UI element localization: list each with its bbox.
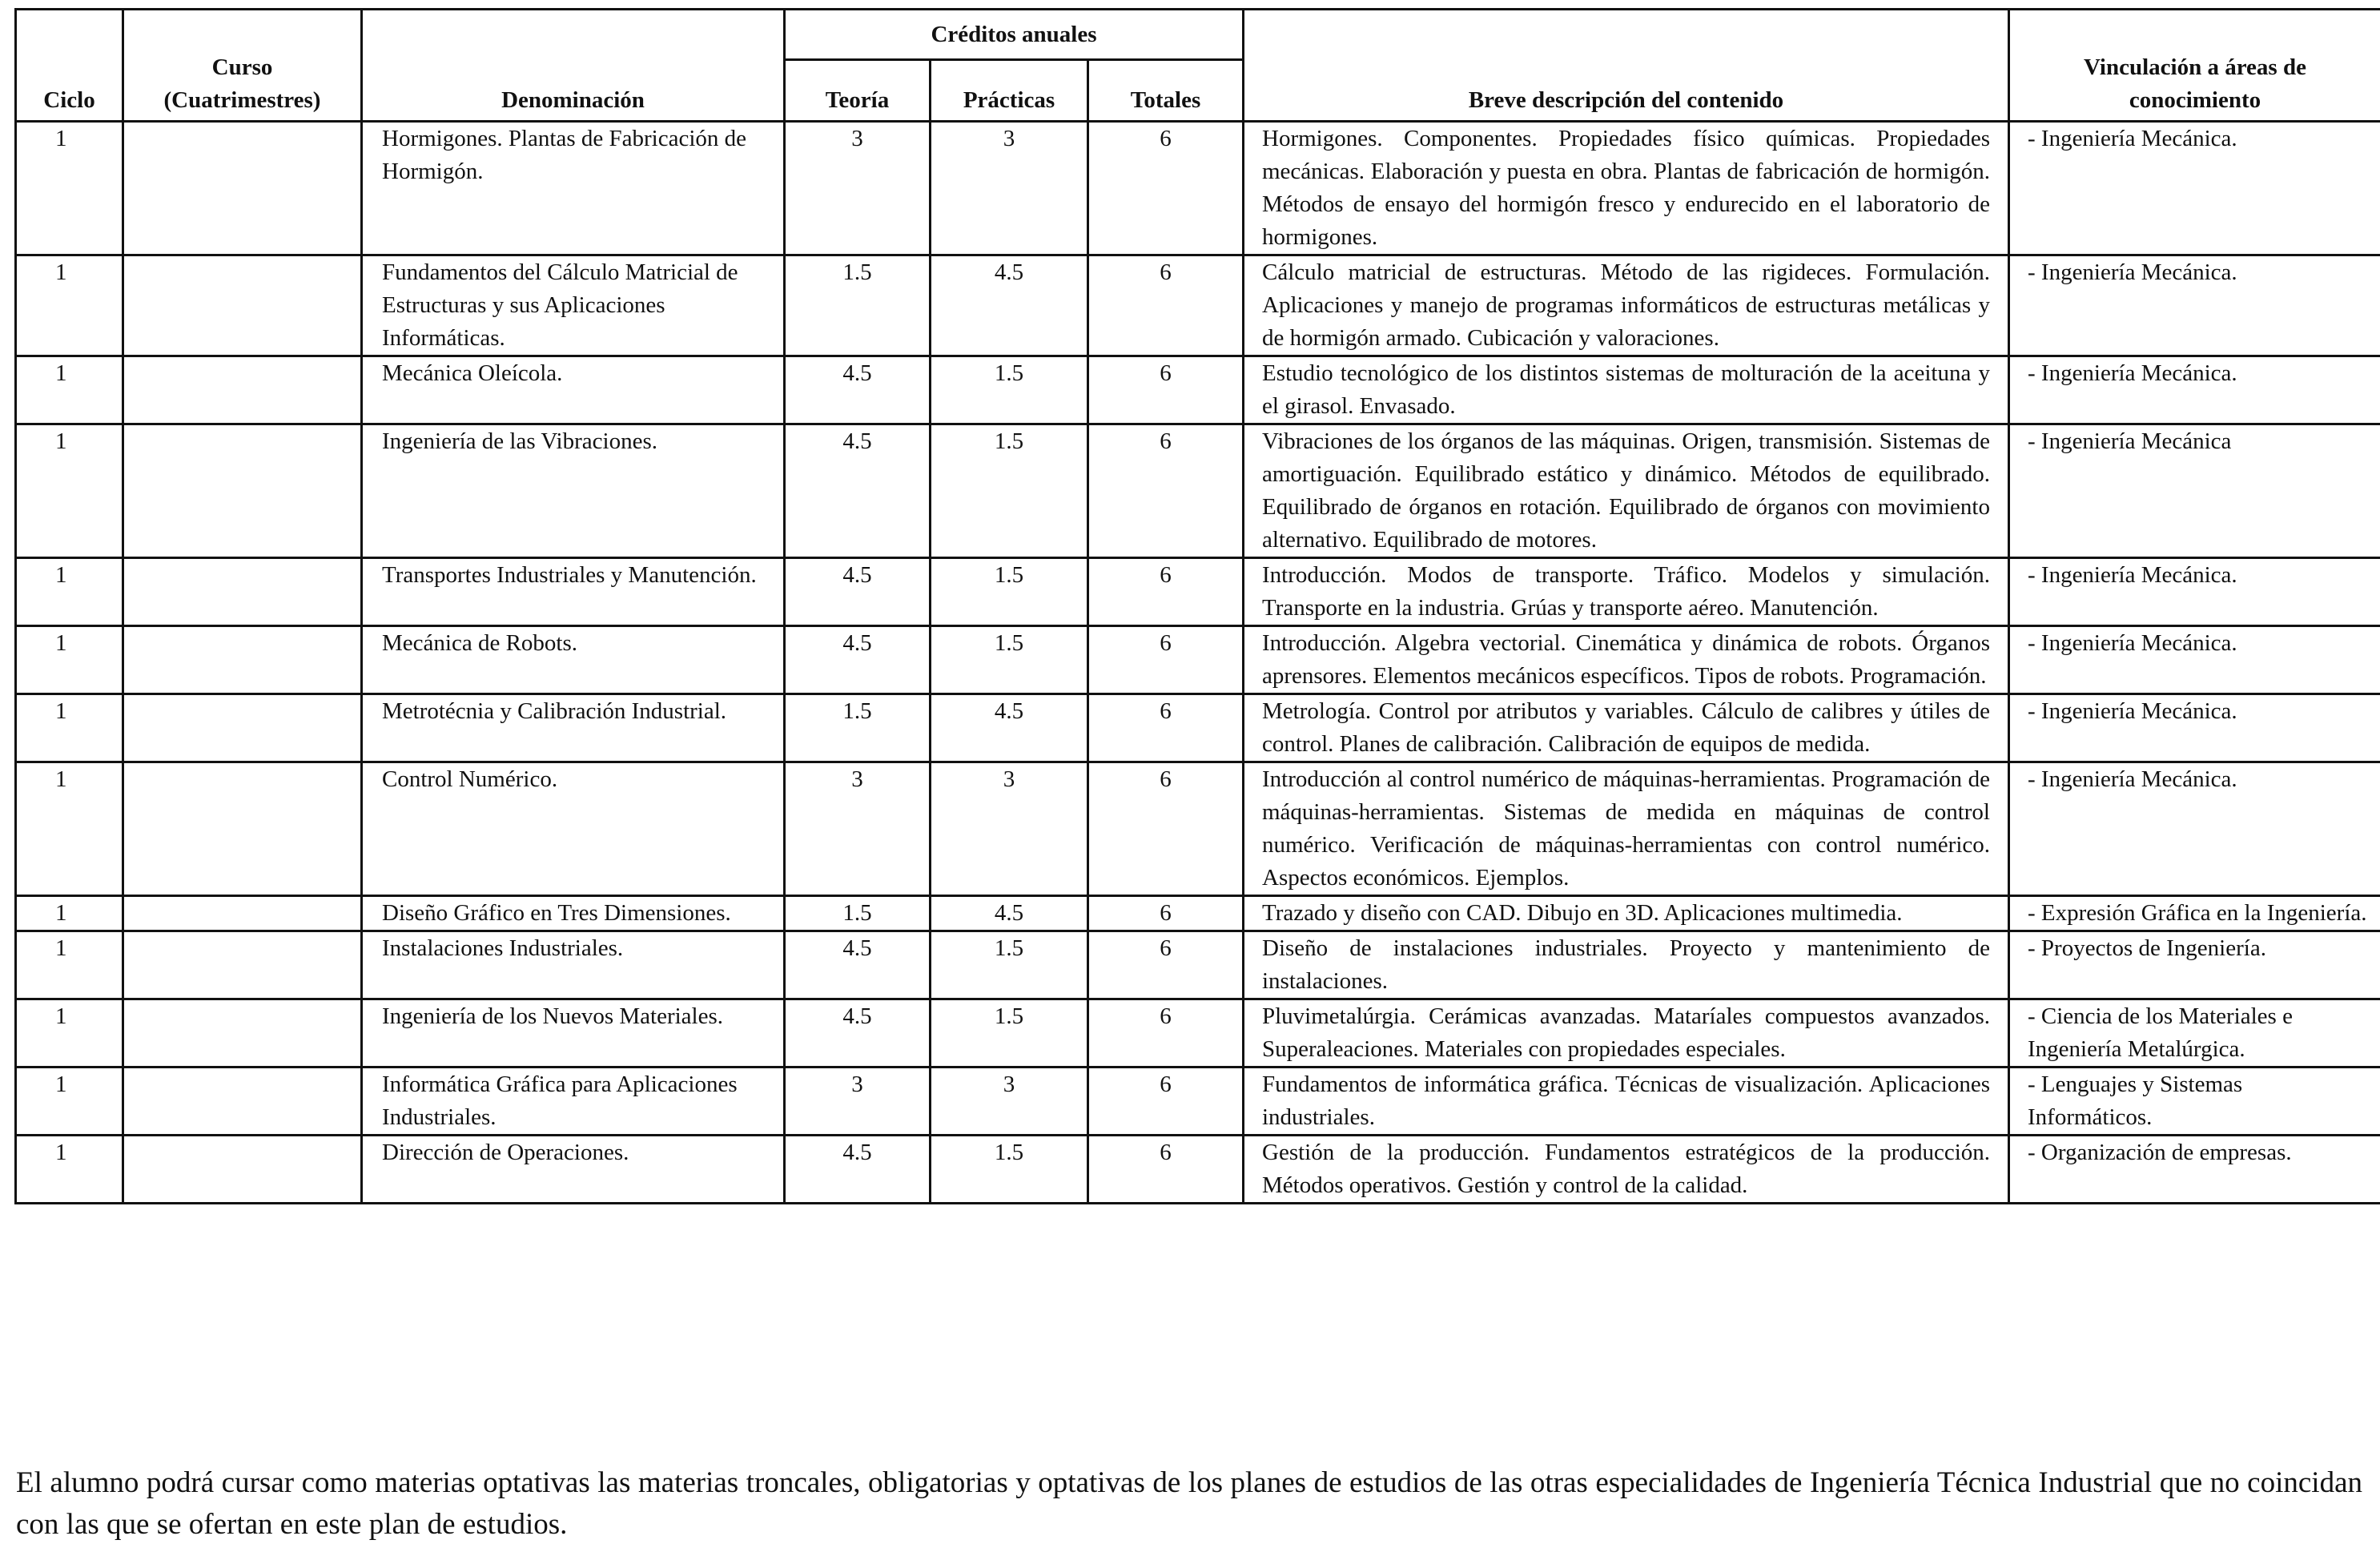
cell-practicas: 1.5 xyxy=(931,356,1088,424)
cell-denominacion: Mecánica Oleícola. xyxy=(362,356,785,424)
cell-practicas: 1.5 xyxy=(931,424,1088,558)
cell-descripcion: Vibraciones de los órganos de las máquinas. Origen, transmisión. Sistemas de amortiguación. Equilibrado estático y dinámico. Métodos de equilibrado. Equilibrado de órganos en rotación. Equilibrado de órganos con movimiento alternativo. Equilibrado de motores. xyxy=(1244,424,2009,558)
table-row xyxy=(16,1068,2380,1136)
cell-descripcion: Fundamentos de informática gráfica. Técnicas de visualización. Aplicaciones industriales. xyxy=(1244,1068,2009,1136)
table-row xyxy=(16,999,2380,1068)
cell-practicas: 3 xyxy=(931,122,1088,255)
cell-totales: 6 xyxy=(1088,931,1244,999)
cell-curso xyxy=(123,896,362,931)
header-practicas: Prácticas xyxy=(931,60,1088,122)
cell-totales: 6 xyxy=(1088,1136,1244,1204)
cell-totales: 6 xyxy=(1088,122,1244,255)
cell-teoria: 1.5 xyxy=(785,896,931,931)
header-curso-line2: (Cuatrimestres) xyxy=(163,87,321,113)
cell-teoria: 1.5 xyxy=(785,694,931,762)
table-row xyxy=(16,424,2380,558)
cell-practicas: 1.5 xyxy=(931,931,1088,999)
table-row xyxy=(16,122,2380,255)
table-row xyxy=(16,558,2380,626)
header-curso-line1: Curso xyxy=(211,54,273,80)
cell-descripcion: Introducción. Modos de transporte. Tráfico. Modelos y simulación. Transporte en la industria. Grúas y transporte aéreo. Manutención. xyxy=(1244,558,2009,626)
cell-descripcion: Hormigones. Componentes. Propiedades físico químicas. Propiedades mecánicas. Elaboración y puesta en obra. Plantas de fabricación de hormigón. Métodos de ensayo del hormigón fresco y endurecido en el laboratorio de hormigones. xyxy=(1244,122,2009,255)
table-row xyxy=(16,896,2380,931)
cell-vinculacion: - Expresión Gráfica en la Ingeniería. xyxy=(2009,896,2380,931)
header-creditos: Créditos anuales xyxy=(785,10,1244,60)
cell-vinculacion: - Lenguajes y Sistemas Informáticos. xyxy=(2009,1068,2380,1136)
cell-vinculacion: - Proyectos de Ingeniería. xyxy=(2009,931,2380,999)
cell-teoria: 1.5 xyxy=(785,255,931,356)
cell-totales: 6 xyxy=(1088,1068,1244,1136)
table-row xyxy=(16,762,2380,896)
cell-teoria: 4.5 xyxy=(785,558,931,626)
cell-vinculacion: - Ingeniería Mecánica. xyxy=(2009,626,2380,694)
cell-denominacion: Mecánica de Robots. xyxy=(362,626,785,694)
cell-descripcion: Introducción al control numérico de máquinas-herramientas. Programación de máquinas-herramientas. Sistemas de medida en máquinas de control numérico. Verificación de máquinas-herramientas con control numérico. Aspectos económicos. Ejemplos. xyxy=(1244,762,2009,896)
cell-denominacion: Metrotécnia y Calibración Industrial. xyxy=(362,694,785,762)
cell-curso xyxy=(123,931,362,999)
table-row xyxy=(16,255,2380,356)
cell-denominacion: Instalaciones Industriales. xyxy=(362,931,785,999)
cell-vinculacion: - Ingeniería Mecánica xyxy=(2009,424,2380,558)
cell-ciclo: 1 xyxy=(16,931,123,999)
cell-practicas: 1.5 xyxy=(931,1136,1088,1204)
table-row xyxy=(16,626,2380,694)
cell-teoria: 4.5 xyxy=(785,1136,931,1204)
cell-teoria: 4.5 xyxy=(785,999,931,1068)
cell-curso xyxy=(123,356,362,424)
cell-descripcion: Estudio tecnológico de los distintos sistemas de molturación de la aceituna y el girasol. Envasado. xyxy=(1244,356,2009,424)
cell-teoria: 4.5 xyxy=(785,356,931,424)
cell-denominacion: Diseño Gráfico en Tres Dimensiones. xyxy=(362,896,785,931)
header-vinculacion xyxy=(2009,10,2380,122)
table-row xyxy=(16,694,2380,762)
cell-denominacion: Ingeniería de las Vibraciones. xyxy=(362,424,785,558)
table-row xyxy=(16,931,2380,999)
cell-descripcion: Diseño de instalaciones industriales. Proyecto y mantenimiento de instalaciones. xyxy=(1244,931,2009,999)
cell-ciclo: 1 xyxy=(16,999,123,1068)
cell-denominacion: Informática Gráfica para Aplicaciones Industriales. xyxy=(362,1068,785,1136)
header-vinculacion-line1: Vinculación a áreas de xyxy=(2084,54,2306,80)
cell-teoria: 4.5 xyxy=(785,424,931,558)
cell-vinculacion: - Ingeniería Mecánica. xyxy=(2009,762,2380,896)
cell-practicas: 4.5 xyxy=(931,694,1088,762)
header-row-top xyxy=(16,10,2380,60)
cell-descripcion: Cálculo matricial de estructuras. Método de las rigideces. Formulación. Aplicaciones y manejo de programas informáticos de estructuras metálicas y de hormigón armado. Cubicación y valoraciones. xyxy=(1244,255,2009,356)
cell-practicas: 1.5 xyxy=(931,626,1088,694)
cell-denominacion: Transportes Industriales y Manutención. xyxy=(362,558,785,626)
header-descripcion: Breve descripción del contenido xyxy=(1244,10,2009,122)
cell-descripcion: Metrología. Control por atributos y variables. Cálculo de calibres y útiles de control. Planes de calibración. Calibración de equipos de medida. xyxy=(1244,694,2009,762)
cell-totales: 6 xyxy=(1088,694,1244,762)
cell-descripcion: Pluvimetalúrgia. Cerámicas avanzadas. Mataríales compuestos avanzados. Superaleaciones. Materiales con propiedades especiales. xyxy=(1244,999,2009,1068)
cell-descripcion: Gestión de la producción. Fundamentos estratégicos de la producción. Métodos operativos. Gestión y control de la calidad. xyxy=(1244,1136,2009,1204)
cell-denominacion: Fundamentos del Cálculo Matricial de Estructuras y sus Aplicaciones Informáticas. xyxy=(362,255,785,356)
cell-curso xyxy=(123,694,362,762)
header-vinculacion-line2: conocimiento xyxy=(2129,87,2261,113)
cell-denominacion: Control Numérico. xyxy=(362,762,785,896)
table-row xyxy=(16,356,2380,424)
cell-ciclo: 1 xyxy=(16,1068,123,1136)
cell-teoria: 3 xyxy=(785,1068,931,1136)
cell-curso xyxy=(123,424,362,558)
cell-practicas: 4.5 xyxy=(931,255,1088,356)
header-teoria: Teoría xyxy=(785,60,931,122)
cell-totales: 6 xyxy=(1088,255,1244,356)
cell-teoria: 4.5 xyxy=(785,931,931,999)
footer-note: El alumno podrá cursar como materias optativas las materias troncales, obligatorias y optativas de los planes de estudios de las otras especialidades de Ingeniería Técnica Industrial que no coincidan con las que se ofertan en este plan de estudios. xyxy=(16,1466,2362,1541)
cell-practicas: 3 xyxy=(931,1068,1088,1136)
cell-vinculacion: - Ciencia de los Materiales e Ingeniería Metalúrgica. xyxy=(2009,999,2380,1068)
cell-curso xyxy=(123,999,362,1068)
cell-descripcion: Trazado y diseño con CAD. Dibujo en 3D. Aplicaciones multimedia. xyxy=(1244,896,2009,931)
cell-curso xyxy=(123,1068,362,1136)
cell-curso xyxy=(123,762,362,896)
cell-totales: 6 xyxy=(1088,424,1244,558)
cell-ciclo: 1 xyxy=(16,762,123,896)
cell-totales: 6 xyxy=(1088,762,1244,896)
cell-ciclo: 1 xyxy=(16,694,123,762)
cell-denominacion: Hormigones. Plantas de Fabricación de Hormigón. xyxy=(362,122,785,255)
table-body xyxy=(16,122,2380,1204)
cell-totales: 6 xyxy=(1088,558,1244,626)
cell-vinculacion: - Ingeniería Mecánica. xyxy=(2009,255,2380,356)
cell-practicas: 3 xyxy=(931,762,1088,896)
cell-denominacion: Ingeniería de los Nuevos Materiales. xyxy=(362,999,785,1068)
header-ciclo: Ciclo xyxy=(16,10,123,122)
cell-ciclo: 1 xyxy=(16,896,123,931)
cell-ciclo: 1 xyxy=(16,255,123,356)
cell-vinculacion: - Ingeniería Mecánica. xyxy=(2009,558,2380,626)
cell-vinculacion: - Organización de empresas. xyxy=(2009,1136,2380,1204)
cell-practicas: 4.5 xyxy=(931,896,1088,931)
cell-teoria: 3 xyxy=(785,762,931,896)
cell-totales: 6 xyxy=(1088,356,1244,424)
cell-practicas: 1.5 xyxy=(931,558,1088,626)
cell-ciclo: 1 xyxy=(16,626,123,694)
cell-denominacion: Dirección de Operaciones. xyxy=(362,1136,785,1204)
cell-curso xyxy=(123,255,362,356)
cell-vinculacion: - Ingeniería Mecánica. xyxy=(2009,356,2380,424)
cell-curso xyxy=(123,558,362,626)
cell-ciclo: 1 xyxy=(16,1136,123,1204)
cell-curso xyxy=(123,1136,362,1204)
header-totales: Totales xyxy=(1088,60,1244,122)
cell-descripcion: Introducción. Algebra vectorial. Cinemática y dinámica de robots. Órganos aprensores. Elementos mecánicos específicos. Tipos de robots. Programación. xyxy=(1244,626,2009,694)
header-curso xyxy=(123,10,362,122)
header-denominacion: Denominación xyxy=(362,10,785,122)
cell-ciclo: 1 xyxy=(16,558,123,626)
cell-totales: 6 xyxy=(1088,999,1244,1068)
cell-totales: 6 xyxy=(1088,626,1244,694)
cell-ciclo: 1 xyxy=(16,424,123,558)
cell-ciclo: 1 xyxy=(16,122,123,255)
cell-practicas: 1.5 xyxy=(931,999,1088,1068)
cell-teoria: 3 xyxy=(785,122,931,255)
cell-curso xyxy=(123,626,362,694)
cell-vinculacion: - Ingeniería Mecánica. xyxy=(2009,694,2380,762)
cell-ciclo: 1 xyxy=(16,356,123,424)
cell-curso xyxy=(123,122,362,255)
table-row xyxy=(16,1136,2380,1204)
cell-teoria: 4.5 xyxy=(785,626,931,694)
cell-totales: 6 xyxy=(1088,896,1244,931)
cell-vinculacion: - Ingeniería Mecánica. xyxy=(2009,122,2380,255)
courses-table xyxy=(14,8,2380,1204)
